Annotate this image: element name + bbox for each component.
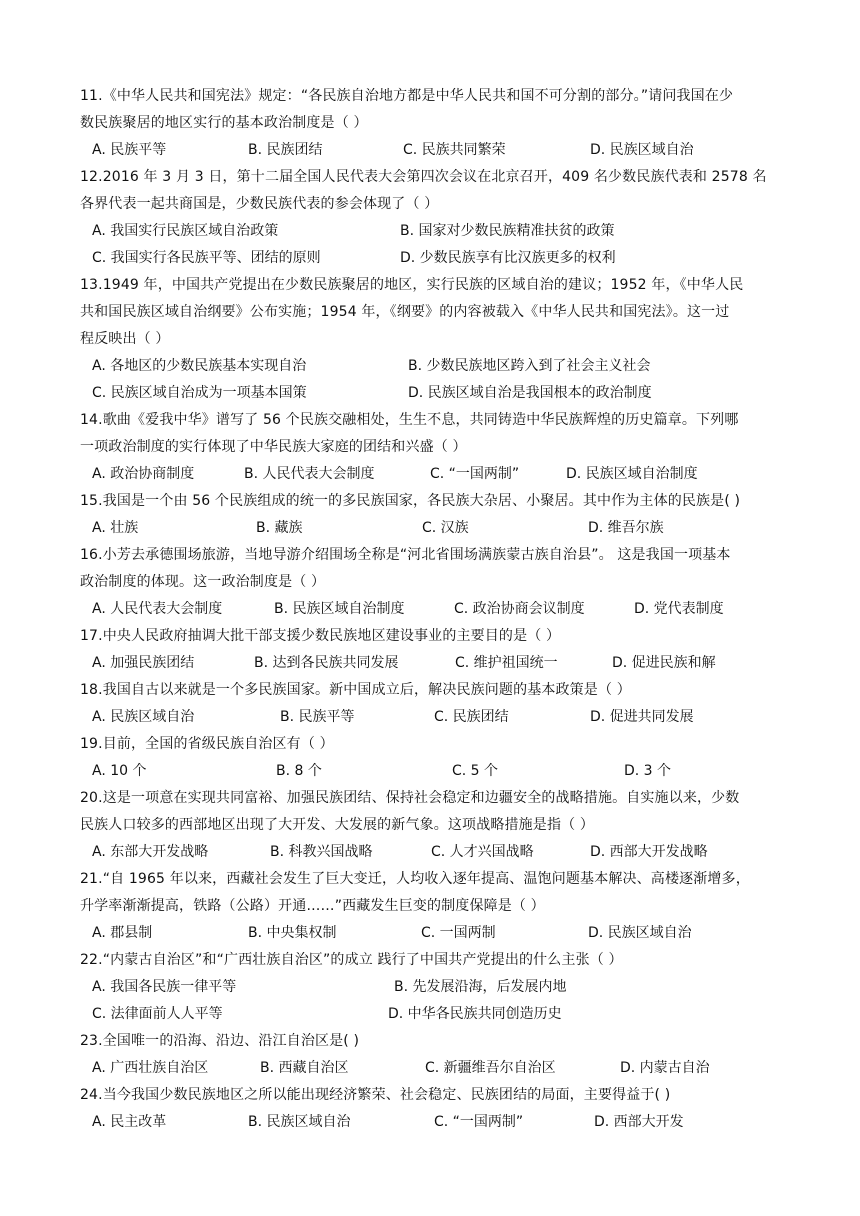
option-a[interactable]: A. 民族区域自治 xyxy=(92,709,195,725)
question-stem: 升学率渐渐提高，铁路（公路）开通……”西藏发生巨变的制度保障是（ ） xyxy=(80,898,545,914)
option-a[interactable]: A. 民族平等 xyxy=(92,142,167,158)
option-c[interactable]: C. 法律面前人人平等 xyxy=(92,1006,223,1022)
question-stem: 15.我国是一个由 56 个民族组成的统一的多民族国家，各民族大杂居、小聚居。其中作为主体的民族是( ) xyxy=(80,493,741,509)
option-d[interactable]: D. 西部大开发 xyxy=(594,1114,684,1130)
question-stem: 19.目前，全国的省级民族自治区有（ ） xyxy=(80,736,334,752)
option-a[interactable]: A. 各地区的少数民族基本实现自治 xyxy=(92,358,307,374)
option-d[interactable]: D. 民族区域自治 xyxy=(588,925,692,941)
option-b[interactable]: B. 科教兴国战略 xyxy=(270,844,373,860)
option-a[interactable]: A. 民主改革 xyxy=(92,1114,167,1130)
option-a[interactable]: A. 我国实行民族区域自治政策 xyxy=(92,223,279,239)
option-c[interactable]: C. 民族共同繁荣 xyxy=(403,142,506,158)
question-stem: 20.这是一项意在实现共同富裕、加强民族团结、保持社会稳定和边疆安全的战略措施。自实施以来，少数 xyxy=(80,790,740,806)
option-d[interactable]: D. 中华各民族共同创造历史 xyxy=(388,1006,562,1022)
question-stem: 政治制度的体现。这一政治制度是（ ） xyxy=(80,574,326,590)
question-stem: 24.当今我国少数民族地区之所以能出现经济繁荣、社会稳定、民族团结的局面，主要得益于( ) xyxy=(80,1087,671,1103)
option-c[interactable]: C. 人才兴国战略 xyxy=(431,844,534,860)
question-stem: 17.中央人民政府抽调大批干部支援少数民族地区建设事业的主要目的是（ ） xyxy=(80,628,561,644)
option-a[interactable]: A. 我国各民族一律平等 xyxy=(92,979,237,995)
option-c[interactable]: C. 民族区域自治成为一项基本国策 xyxy=(92,385,307,401)
option-d[interactable]: D. 民族区域自治 xyxy=(590,142,694,158)
option-d[interactable]: D. 3 个 xyxy=(624,763,672,779)
question-stem: 23.全国唯一的沿海、沿边、沿江自治区是( ) xyxy=(80,1033,360,1049)
option-b[interactable]: B. 达到各民族共同发展 xyxy=(254,655,399,671)
question-stem: 13.1949 年，中国共产党提出在少数民族聚居的地区，实行民族的区域自治的建议；1952 年，《中华人民 xyxy=(80,277,744,293)
option-a[interactable]: A. 广西壮族自治区 xyxy=(92,1060,209,1076)
option-d[interactable]: D. 西部大开发战略 xyxy=(590,844,708,860)
question-stem: 各界代表一起共商国是，少数民族代表的参会体现了（ ） xyxy=(80,196,439,212)
option-b[interactable]: B. 国家对少数民族精准扶贫的政策 xyxy=(400,223,615,239)
option-b[interactable]: B. 8 个 xyxy=(276,763,322,779)
option-a[interactable]: A. 加强民族团结 xyxy=(92,655,195,671)
option-a[interactable]: A. 东部大开发战略 xyxy=(92,844,209,860)
option-a[interactable]: A. 壮族 xyxy=(92,520,139,536)
question-stem: 16.小芳去承德围场旅游，当地导游介绍围场全称是“河北省围场满族蒙古族自治县”。 这是我国一项基本 xyxy=(80,547,731,563)
option-d[interactable]: D. 维吾尔族 xyxy=(588,520,664,536)
option-c[interactable]: C. 民族团结 xyxy=(434,709,509,725)
question-stem: 22.“内蒙古自治区”和“广西壮族自治区”的成立 践行了中国共产党提出的什么主张（ ） xyxy=(80,952,623,968)
option-d[interactable]: D. 促进民族和解 xyxy=(612,655,716,671)
question-stem: 14.歌曲《爱我中华》谱写了 56 个民族交融相处，生生不息，共同铸造中华民族辉煌的历史篇章。下列哪 xyxy=(80,412,739,428)
option-d[interactable]: D. 内蒙古自治 xyxy=(620,1060,710,1076)
option-b[interactable]: B. 民族团结 xyxy=(248,142,323,158)
option-b[interactable]: B. 少数民族地区跨入到了社会主义社会 xyxy=(408,358,651,374)
option-d[interactable]: D. 民族区域自治是我国根本的政治制度 xyxy=(408,385,652,401)
question-stem: 11.《中华人民共和国宪法》规定：“各民族自治地方都是中华人民共和国不可分割的部分。”请问我国在少 xyxy=(80,88,734,104)
option-c[interactable]: C. “一国两制” xyxy=(430,466,520,482)
question-stem: 21.“自 1965 年以来，西藏社会发生了巨大变迁，人均收入逐年提高、温饱问题基本解决、高楼逐渐增多， xyxy=(80,871,750,887)
question-stem: 程反映出（ ） xyxy=(80,331,170,347)
option-b[interactable]: B. 民族平等 xyxy=(280,709,355,725)
option-b[interactable]: B. 先发展沿海，后发展内地 xyxy=(394,979,567,995)
option-c[interactable]: C. 一国两制 xyxy=(421,925,496,941)
option-b[interactable]: B. 民族区域自治制度 xyxy=(274,601,405,617)
option-a[interactable]: A. 10 个 xyxy=(92,763,147,779)
option-c[interactable]: C. “一国两制” xyxy=(434,1114,524,1130)
option-c[interactable]: C. 5 个 xyxy=(452,763,499,779)
option-c[interactable]: C. 新疆维吾尔自治区 xyxy=(425,1060,556,1076)
question-stem: 12.2016 年 3 月 3 日，第十二届全国人民代表大会第四次会议在北京召开，409 名少数民族代表和 2578 名 xyxy=(80,169,767,185)
question-stem: 一项政治制度的实行体现了中华民族大家庭的团结和兴盛（ ） xyxy=(80,439,467,455)
option-b[interactable]: B. 西藏自治区 xyxy=(260,1060,349,1076)
option-a[interactable]: A. 政治协商制度 xyxy=(92,466,195,482)
option-a[interactable]: A. 郡县制 xyxy=(92,925,153,941)
option-b[interactable]: B. 藏族 xyxy=(256,520,303,536)
option-d[interactable]: D. 促进共同发展 xyxy=(590,709,694,725)
option-d[interactable]: D. 党代表制度 xyxy=(634,601,724,617)
question-stem: 数民族聚居的地区实行的基本政治制度是（ ） xyxy=(80,115,368,131)
option-c[interactable]: C. 汉族 xyxy=(422,520,469,536)
option-b[interactable]: B. 民族区域自治 xyxy=(248,1114,351,1130)
option-d[interactable]: D. 民族区域自治制度 xyxy=(566,466,698,482)
question-stem: 18.我国自古以来就是一个多民族国家。新中国成立后，解决民族问题的基本政策是（ ） xyxy=(80,682,631,698)
question-stem: 民族人口较多的西部地区出现了大开发、大发展的新气象。这项战略措施是指（ ） xyxy=(80,817,594,833)
option-a[interactable]: A. 人民代表大会制度 xyxy=(92,601,223,617)
option-c[interactable]: C. 维护祖国统一 xyxy=(455,655,558,671)
option-b[interactable]: B. 中央集权制 xyxy=(248,925,337,941)
option-d[interactable]: D. 少数民族享有比汉族更多的权利 xyxy=(400,250,616,266)
question-stem: 共和国民族区域自治纲要》公布实施；1954 年，《纲要》的内容被载入《中华人民共和国宪法》。这一过 xyxy=(80,304,730,320)
option-b[interactable]: B. 人民代表大会制度 xyxy=(244,466,375,482)
option-c[interactable]: C. 我国实行各民族平等、团结的原则 xyxy=(92,250,321,266)
option-c[interactable]: C. 政治协商会议制度 xyxy=(454,601,585,617)
